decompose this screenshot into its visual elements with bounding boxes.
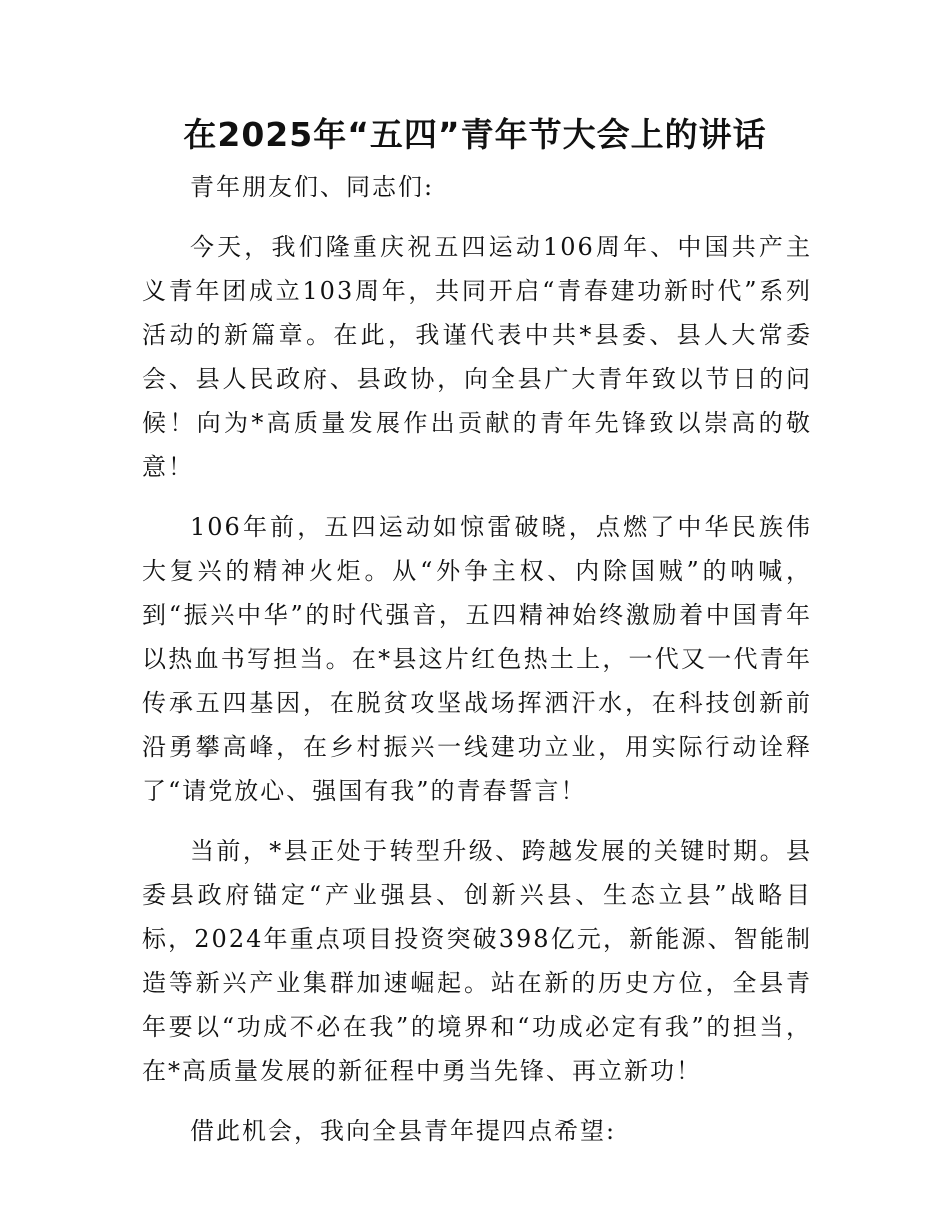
- paragraph-opening: 今天，我们隆重庆祝五四运动106周年、中国共产主义青年团成立103周年，共同开启“青春建功新时代”系列活动的新篇章。在此，我谨代表中共*县委、县人大常委会、县人民政府、县政协，向全县广大青年致以节日的问候！向为*高质量发展作出贡献的青年先锋致以崇高的敬意！: [142, 233, 812, 481]
- document-title: 在2025年“五四”青年节大会上的讲话: [183, 115, 767, 154]
- salutation: 青年朋友们、同志们:: [190, 173, 435, 201]
- paragraph-history: 106年前，五四运动如惊雷破晓，点燃了中华民族伟大复兴的精神火炬。从“外争主权、内除国贼”的呐喊，到“振兴中华”的时代强音，五四精神始终激励着中国青年以热血书写担当。在*县这片红色热土上，一代又一代青年传承五四基因，在脱贫攻坚战场挥洒汗水，在科技创新前沿勇攀高峰，在乡村振兴一线建功立业，用实际行动诠释了“请党放心、强国有我”的青春誓言！: [142, 513, 812, 805]
- paragraph-current-situation: 当前，*县正处于转型升级、跨越发展的关键时期。县委县政府锚定“产业强县、创新兴县、生态立县”战略目标，2024年重点项目投资突破398亿元，新能源、智能制造等新兴产业集群加速崛起。站在新的历史方位，全县青年要以“功成不必在我”的境界和“功成必定有我”的担当，在*高质量发展的新征程中勇当先锋、再立新功！: [142, 837, 812, 1085]
- paragraph-hopes-intro: 借此机会，我向全县青年提四点希望:: [190, 1117, 617, 1145]
- document-body: [142, 165, 812, 1153]
